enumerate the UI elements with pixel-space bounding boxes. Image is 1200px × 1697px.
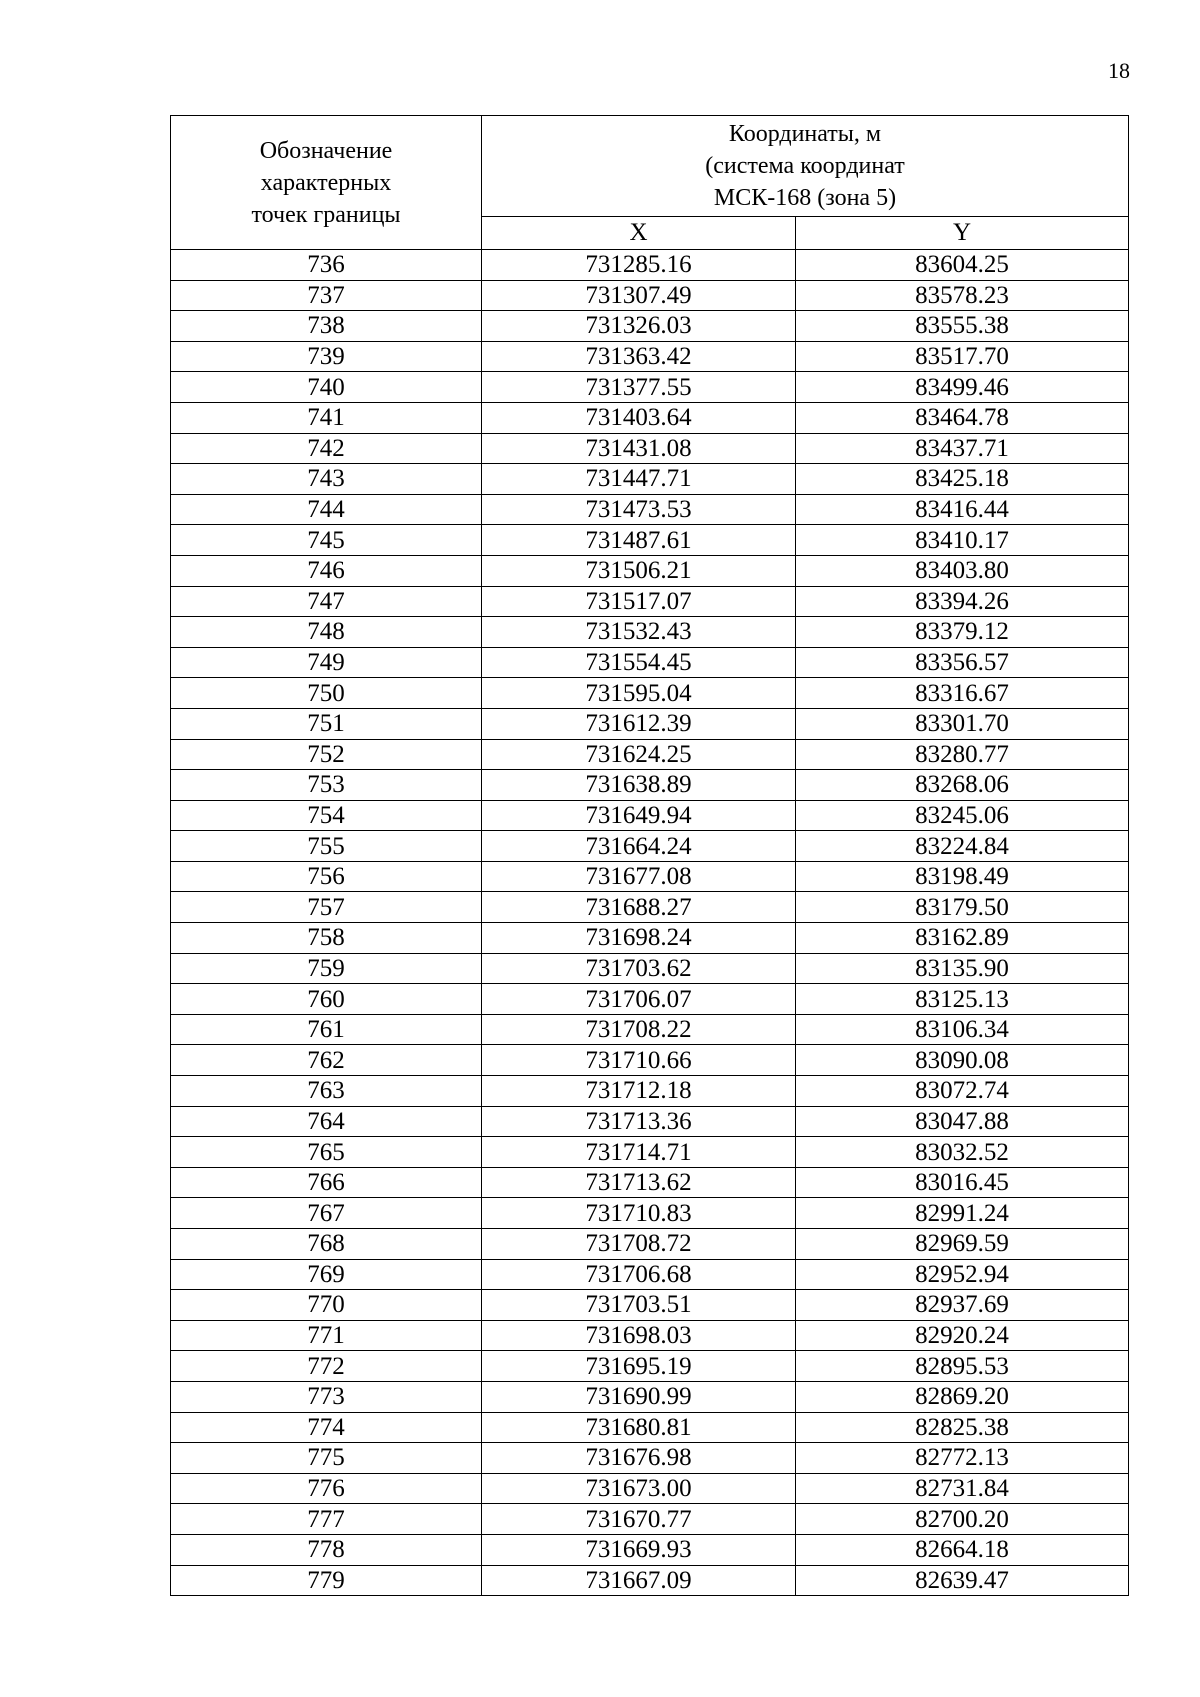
x-cell: 731377.55 <box>482 372 796 403</box>
x-cell: 731667.09 <box>482 1565 796 1596</box>
point-cell: 747 <box>171 586 482 617</box>
y-cell: 83135.90 <box>796 953 1129 984</box>
table-row <box>171 861 1129 892</box>
point-cell: 755 <box>171 831 482 862</box>
designation-header-line: характерных <box>260 169 392 196</box>
point-cell: 738 <box>171 311 482 342</box>
point-cell: 736 <box>171 250 482 281</box>
table-row <box>171 1504 1129 1535</box>
y-cell: 83499.46 <box>796 372 1129 403</box>
coordinates-table <box>170 115 1129 1596</box>
point-cell: 746 <box>171 555 482 586</box>
y-cell: 83517.70 <box>796 341 1129 372</box>
table-row <box>171 1351 1129 1382</box>
y-cell: 83245.06 <box>796 800 1129 831</box>
table-row <box>171 311 1129 342</box>
x-cell: 731307.49 <box>482 280 796 311</box>
y-cell: 83437.71 <box>796 433 1129 464</box>
x-cell: 731447.71 <box>482 464 796 495</box>
y-cell: 83394.26 <box>796 586 1129 617</box>
x-cell: 731712.18 <box>482 1076 796 1107</box>
table-row <box>171 1045 1129 1076</box>
y-cell: 83032.52 <box>796 1137 1129 1168</box>
point-cell: 748 <box>171 617 482 648</box>
y-cell: 83179.50 <box>796 892 1129 923</box>
table-row <box>171 1443 1129 1474</box>
table-row <box>171 464 1129 495</box>
point-cell: 762 <box>171 1045 482 1076</box>
point-cell: 759 <box>171 953 482 984</box>
table-row <box>171 1381 1129 1412</box>
table-row <box>171 1106 1129 1137</box>
table-row <box>171 770 1129 801</box>
x-cell: 731688.27 <box>482 892 796 923</box>
point-cell: 757 <box>171 892 482 923</box>
x-cell: 731706.68 <box>482 1259 796 1290</box>
y-cell: 83379.12 <box>796 617 1129 648</box>
x-cell: 731708.72 <box>482 1229 796 1260</box>
y-cell: 83280.77 <box>796 739 1129 770</box>
x-cell: 731695.19 <box>482 1351 796 1382</box>
x-cell: 731431.08 <box>482 433 796 464</box>
table-row <box>171 555 1129 586</box>
y-cell: 82920.24 <box>796 1320 1129 1351</box>
point-cell: 750 <box>171 678 482 709</box>
y-cell: 82869.20 <box>796 1381 1129 1412</box>
x-cell: 731517.07 <box>482 586 796 617</box>
y-cell: 82937.69 <box>796 1290 1129 1321</box>
x-cell: 731326.03 <box>482 311 796 342</box>
y-cell: 82991.24 <box>796 1198 1129 1229</box>
table-row <box>171 525 1129 556</box>
table-row <box>171 708 1129 739</box>
y-cell: 83410.17 <box>796 525 1129 556</box>
x-cell: 731285.16 <box>482 250 796 281</box>
y-cell: 82700.20 <box>796 1504 1129 1535</box>
table-header <box>171 116 1129 250</box>
point-cell: 764 <box>171 1106 482 1137</box>
x-column-header: X <box>482 217 796 250</box>
y-cell: 83268.06 <box>796 770 1129 801</box>
table-row <box>171 1290 1129 1321</box>
y-cell: 83162.89 <box>796 923 1129 954</box>
table-row <box>171 1473 1129 1504</box>
point-cell: 760 <box>171 984 482 1015</box>
point-cell: 741 <box>171 402 482 433</box>
x-cell: 731680.81 <box>482 1412 796 1443</box>
x-cell: 731677.08 <box>482 861 796 892</box>
table-row <box>171 280 1129 311</box>
x-cell: 731403.64 <box>482 402 796 433</box>
y-cell: 83224.84 <box>796 831 1129 862</box>
x-cell: 731487.61 <box>482 525 796 556</box>
table-row <box>171 402 1129 433</box>
x-cell: 731703.62 <box>482 953 796 984</box>
point-cell: 743 <box>171 464 482 495</box>
point-cell: 761 <box>171 1014 482 1045</box>
designation-header <box>171 116 482 250</box>
point-cell: 754 <box>171 800 482 831</box>
point-cell: 740 <box>171 372 482 403</box>
point-cell: 774 <box>171 1412 482 1443</box>
table-row <box>171 1167 1129 1198</box>
y-cell: 83090.08 <box>796 1045 1129 1076</box>
x-cell: 731506.21 <box>482 555 796 586</box>
x-cell: 731638.89 <box>482 770 796 801</box>
x-cell: 731710.66 <box>482 1045 796 1076</box>
table-row <box>171 341 1129 372</box>
x-cell: 731676.98 <box>482 1443 796 1474</box>
table-row <box>171 1229 1129 1260</box>
y-cell: 83198.49 <box>796 861 1129 892</box>
x-cell: 731554.45 <box>482 647 796 678</box>
point-cell: 778 <box>171 1534 482 1565</box>
point-cell: 739 <box>171 341 482 372</box>
table-row <box>171 1076 1129 1107</box>
x-cell: 731714.71 <box>482 1137 796 1168</box>
x-cell: 731670.77 <box>482 1504 796 1535</box>
table-row <box>171 892 1129 923</box>
y-cell: 83316.67 <box>796 678 1129 709</box>
page-number: 18 <box>1108 58 1130 83</box>
point-cell: 772 <box>171 1351 482 1382</box>
table-row <box>171 433 1129 464</box>
y-cell: 82772.13 <box>796 1443 1129 1474</box>
y-cell: 83125.13 <box>796 984 1129 1015</box>
x-cell: 731363.42 <box>482 341 796 372</box>
y-cell: 83416.44 <box>796 494 1129 525</box>
table-row <box>171 923 1129 954</box>
y-cell: 83464.78 <box>796 402 1129 433</box>
table-row <box>171 617 1129 648</box>
point-cell: 758 <box>171 923 482 954</box>
y-cell: 82969.59 <box>796 1229 1129 1260</box>
x-cell: 731698.24 <box>482 923 796 954</box>
point-cell: 773 <box>171 1381 482 1412</box>
y-cell: 83016.45 <box>796 1167 1129 1198</box>
table-row <box>171 586 1129 617</box>
point-cell: 737 <box>171 280 482 311</box>
x-cell: 731532.43 <box>482 617 796 648</box>
y-cell: 82664.18 <box>796 1534 1129 1565</box>
coordinates-header-line: (система координат <box>705 153 905 179</box>
table-row <box>171 1412 1129 1443</box>
y-cell: 83403.80 <box>796 555 1129 586</box>
point-cell: 771 <box>171 1320 482 1351</box>
point-cell: 752 <box>171 739 482 770</box>
table-row <box>171 678 1129 709</box>
table-row <box>171 1014 1129 1045</box>
x-cell: 731713.62 <box>482 1167 796 1198</box>
point-cell: 751 <box>171 708 482 739</box>
coordinates-group-header <box>482 116 1129 217</box>
y-cell: 83047.88 <box>796 1106 1129 1137</box>
table-row <box>171 1565 1129 1596</box>
y-cell: 83604.25 <box>796 250 1129 281</box>
point-cell: 742 <box>171 433 482 464</box>
point-cell: 753 <box>171 770 482 801</box>
point-cell: 777 <box>171 1504 482 1535</box>
table-row <box>171 1198 1129 1229</box>
y-cell: 83072.74 <box>796 1076 1129 1107</box>
x-cell: 731673.00 <box>482 1473 796 1504</box>
table-row <box>171 1259 1129 1290</box>
point-cell: 776 <box>171 1473 482 1504</box>
x-cell: 731710.83 <box>482 1198 796 1229</box>
table-row <box>171 800 1129 831</box>
x-cell: 731703.51 <box>482 1290 796 1321</box>
y-cell: 82895.53 <box>796 1351 1129 1382</box>
table-row <box>171 372 1129 403</box>
point-cell: 749 <box>171 647 482 678</box>
point-cell: 775 <box>171 1443 482 1474</box>
y-cell: 83578.23 <box>796 280 1129 311</box>
y-cell: 82731.84 <box>796 1473 1129 1504</box>
x-cell: 731664.24 <box>482 831 796 862</box>
point-cell: 763 <box>171 1076 482 1107</box>
table-row <box>171 1320 1129 1351</box>
point-cell: 779 <box>171 1565 482 1596</box>
x-cell: 731473.53 <box>482 494 796 525</box>
point-cell: 766 <box>171 1167 482 1198</box>
table-row <box>171 1137 1129 1168</box>
table-row <box>171 1534 1129 1565</box>
table-row <box>171 494 1129 525</box>
table-row <box>171 739 1129 770</box>
y-cell: 82639.47 <box>796 1565 1129 1596</box>
x-cell: 731624.25 <box>482 739 796 770</box>
x-cell: 731708.22 <box>482 1014 796 1045</box>
designation-header-line: Обозначение <box>259 137 393 164</box>
y-cell: 83301.70 <box>796 708 1129 739</box>
table-row <box>171 647 1129 678</box>
point-cell: 765 <box>171 1137 482 1168</box>
table-row <box>171 831 1129 862</box>
y-cell: 83555.38 <box>796 311 1129 342</box>
coordinates-header-line: МСК-168 (зона 5) <box>713 185 897 211</box>
table-row <box>171 250 1129 281</box>
y-cell: 83425.18 <box>796 464 1129 495</box>
point-cell: 769 <box>171 1259 482 1290</box>
point-cell: 768 <box>171 1229 482 1260</box>
table-row <box>171 953 1129 984</box>
point-cell: 770 <box>171 1290 482 1321</box>
x-cell: 731706.07 <box>482 984 796 1015</box>
y-cell: 83356.57 <box>796 647 1129 678</box>
table-row <box>171 984 1129 1015</box>
coordinates-header-line: Координаты, м <box>728 121 882 147</box>
point-cell: 756 <box>171 861 482 892</box>
point-cell: 745 <box>171 525 482 556</box>
x-cell: 731612.39 <box>482 708 796 739</box>
table-body <box>171 250 1129 1596</box>
designation-header-line: точек границы <box>251 201 401 228</box>
x-cell: 731690.99 <box>482 1381 796 1412</box>
x-cell: 731713.36 <box>482 1106 796 1137</box>
point-cell: 767 <box>171 1198 482 1229</box>
y-column-header: Y <box>796 217 1129 250</box>
y-cell: 82952.94 <box>796 1259 1129 1290</box>
x-cell: 731649.94 <box>482 800 796 831</box>
y-cell: 83106.34 <box>796 1014 1129 1045</box>
x-cell: 731595.04 <box>482 678 796 709</box>
x-cell: 731669.93 <box>482 1534 796 1565</box>
x-cell: 731698.03 <box>482 1320 796 1351</box>
y-cell: 82825.38 <box>796 1412 1129 1443</box>
point-cell: 744 <box>171 494 482 525</box>
